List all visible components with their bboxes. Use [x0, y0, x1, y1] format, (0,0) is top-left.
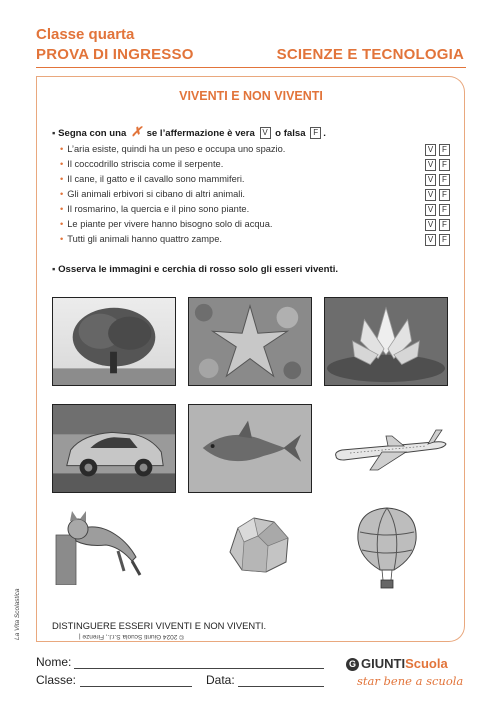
publisher-logo: [346, 656, 448, 671]
true-false-boxes: [422, 189, 450, 201]
true-checkbox[interactable]: V: [425, 174, 436, 186]
cat-image[interactable]: [52, 505, 147, 585]
false-checkbox[interactable]: F: [439, 159, 450, 171]
true-false-boxes: [422, 219, 450, 231]
true-checkbox[interactable]: V: [425, 144, 436, 156]
x-mark-icon: ✗: [130, 124, 142, 139]
false-checkbox[interactable]: F: [439, 204, 450, 216]
bullet-icon: •: [60, 204, 64, 214]
bullet-icon: •: [60, 159, 64, 169]
bullet-icon: •: [60, 189, 64, 199]
exercise2-text: Osserva le immagini e cerchia di rosso solo gli esseri viventi.: [58, 264, 339, 275]
grade-label: Classe quarta: [36, 26, 135, 43]
content-frame-left: [36, 76, 37, 642]
false-checkbox[interactable]: F: [439, 144, 450, 156]
false-checkbox[interactable]: F: [439, 189, 450, 201]
statement-row: [60, 159, 456, 173]
statement-text: Il coccodrillo striscia come il serpente.: [67, 159, 224, 169]
logo-brand: GIUNTI: [361, 656, 406, 671]
name-label: Nome:: [36, 655, 72, 669]
logo-brand-accent: Scuola: [405, 656, 448, 671]
copyright-text: © 2024 Giunti Scuola S.r.l., Firenze |: [78, 633, 184, 640]
name-field[interactable]: [74, 668, 324, 669]
date-label: Data:: [206, 673, 235, 687]
true-false-boxes: [422, 204, 450, 216]
statement-row: [60, 144, 456, 158]
class-label: Classe:: [36, 673, 77, 687]
rock-crystal-image[interactable]: [224, 512, 294, 577]
statement-text: L’aria esiste, quindi ha un peso e occupa uno spazio.: [67, 144, 286, 154]
false-box-icon: F: [310, 127, 321, 139]
statement-text: Il rosmarino, la quercia e il pino sono piante.: [67, 204, 250, 214]
true-checkbox[interactable]: V: [425, 234, 436, 246]
tuna-fish-image[interactable]: [188, 404, 312, 493]
instruction-part-a: Segna con una: [58, 128, 127, 139]
instruction-part-b: se l’affermazione è vera: [146, 128, 255, 139]
true-checkbox[interactable]: V: [425, 189, 436, 201]
false-checkbox[interactable]: F: [439, 234, 450, 246]
statement-text: Le piante per vivere hanno bisogno solo di acqua.: [67, 219, 273, 229]
statement-text: Tutti gli animali hanno quattro zampe.: [67, 234, 222, 244]
header-rule: [36, 67, 466, 68]
false-checkbox[interactable]: F: [439, 219, 450, 231]
true-checkbox[interactable]: V: [425, 204, 436, 216]
true-checkbox[interactable]: V: [425, 219, 436, 231]
statement-row: [60, 204, 456, 218]
logo-slogan: star bene a scuola: [357, 674, 464, 688]
bullet-icon: •: [60, 234, 64, 244]
learning-objective: DISTINGUERE ESSERI VIVENTI E NON VIVENTI.: [52, 620, 267, 631]
statement-text: Il cane, il gatto e il cavallo sono mammiferi.: [67, 174, 245, 184]
statement-row: [60, 219, 456, 233]
true-box-icon: V: [260, 127, 271, 139]
hot-air-balloon-image[interactable]: [352, 504, 422, 590]
subject-title: SCIENZE E TECNOLOGIA: [276, 46, 464, 63]
instruction-end: .: [323, 128, 326, 139]
true-false-boxes: [422, 234, 450, 246]
true-checkbox[interactable]: V: [425, 159, 436, 171]
tree-image[interactable]: [52, 297, 176, 386]
true-false-boxes: [422, 174, 450, 186]
statement-row: [60, 174, 456, 188]
exercise1-instruction: ▪ Segna con una ✗ se l’affermazione è vera V o falsa F .: [52, 124, 326, 139]
class-field[interactable]: [80, 686, 192, 687]
g-logo-icon: G: [346, 658, 359, 671]
bullet-icon: •: [60, 174, 64, 184]
date-field[interactable]: [238, 686, 324, 687]
exercise2-instruction: ▪ Osserva le immagini e cerchia di rosso solo gli esseri viventi.: [52, 264, 339, 275]
statement-text: Gli animali erbivori si cibano di altri animali.: [67, 189, 246, 199]
car-image[interactable]: [52, 404, 176, 493]
magazine-name: La Vita Scolastica: [14, 588, 21, 640]
statement-row: [60, 189, 456, 203]
false-checkbox[interactable]: F: [439, 174, 450, 186]
true-false-boxes: [422, 144, 450, 156]
bullet-icon: •: [60, 144, 64, 154]
starfish-image[interactable]: [188, 297, 312, 386]
section-title: VIVENTI E NON VIVENTI: [179, 89, 323, 103]
instruction-part-c: o falsa: [275, 128, 306, 139]
bullet-icon: •: [60, 219, 64, 229]
test-title: PROVA DI INGRESSO: [36, 46, 194, 63]
airplane-image[interactable]: [330, 418, 450, 478]
water-lily-image[interactable]: [324, 297, 448, 386]
statement-row: [60, 234, 456, 248]
true-false-boxes: [422, 159, 450, 171]
